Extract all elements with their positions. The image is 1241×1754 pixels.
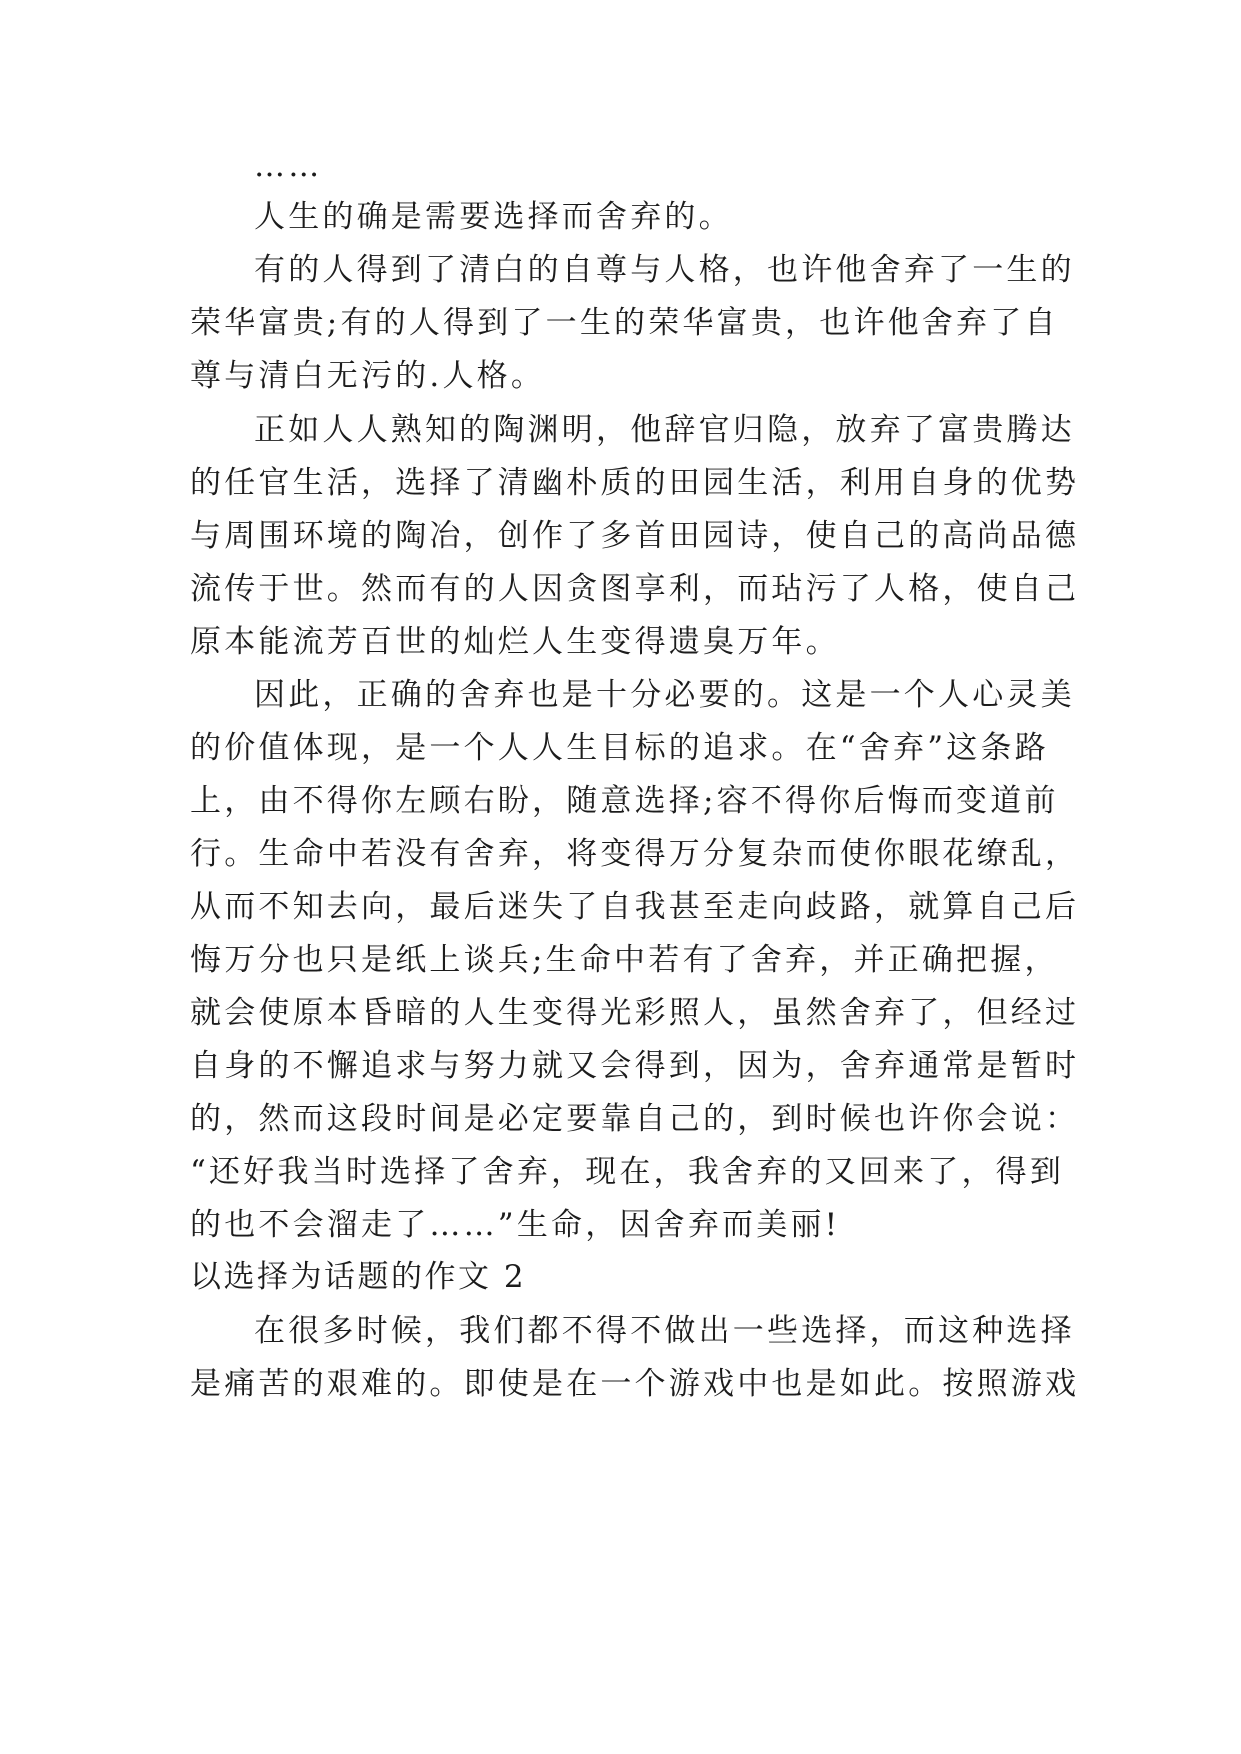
ellipsis-line: …… xyxy=(254,148,323,184)
paragraph-line: 从而不知去向，最后迷失了自我甚至走向歧路，就算自己后 xyxy=(190,889,1080,925)
paragraph-line: 行。生命中若没有舍弃，将变得万分复杂而使你眼花缭乱， xyxy=(190,836,1080,872)
paragraph-line: 就会使原本昏暗的人生变得光彩照人，虽然舍弃了，但经过 xyxy=(190,995,1080,1031)
section-heading: 以选择为话题的作文 2 xyxy=(190,1259,527,1295)
paragraph-line: 悔万分也只是纸上谈兵;生命中若有了舍弃，并正确把握， xyxy=(190,942,1059,978)
paragraph-line: 的，然而这段时间是必定要靠自己的，到时候也许你会说： xyxy=(190,1101,1080,1137)
paragraph-line: 原本能流芳百世的灿烂人生变得遗臭万年。 xyxy=(190,624,840,660)
paragraph-line: 有的人得到了清白的自尊与人格，也许他舍弃了一生的 xyxy=(254,252,1075,288)
paragraph-line: 上，由不得你左顾右盼，随意选择;容不得你后悔而变道前 xyxy=(190,783,1059,819)
paragraph-line: 在很多时候，我们都不得不做出一些选择，而这种选择 xyxy=(254,1313,1075,1349)
paragraph-line: 的价值体现，是一个人人生目标的追求。在“舍弃”这条路 xyxy=(190,730,1049,766)
paragraph-line: “还好我当时选择了舍弃，现在，我舍弃的又回来了，得到 xyxy=(190,1154,1065,1190)
paragraph-line: 流传于世。然而有的人因贪图享利，而玷污了人格，使自己 xyxy=(190,571,1080,607)
paragraph-line: 与周围环境的陶冶，创作了多首田园诗，使自己的高尚品德 xyxy=(190,518,1080,554)
paragraph-line: 的任官生活，选择了清幽朴质的田园生活，利用自身的优势 xyxy=(190,465,1080,501)
paragraph-line: 自身的不懈追求与努力就又会得到，因为，舍弃通常是暂时 xyxy=(190,1048,1080,1084)
paragraph-line: 是痛苦的艰难的。即使是在一个游戏中也是如此。按照游戏 xyxy=(190,1366,1080,1402)
paragraph-line: 正如人人熟知的陶渊明，他辞官归隐，放弃了富贵腾达 xyxy=(254,412,1075,448)
paragraph-line: 人生的确是需要选择而舍弃的。 xyxy=(254,199,733,235)
paragraph-line: 因此，正确的舍弃也是十分必要的。这是一个人心灵美 xyxy=(254,677,1075,713)
paragraph-line: 的也不会溜走了……”生命，因舍弃而美丽! xyxy=(190,1207,841,1243)
paragraph-line: 荣华富贵;有的人得到了一生的荣华富贵，也许他舍弃了自 xyxy=(190,305,1059,341)
paragraph-line: 尊与清白无污的.人格。 xyxy=(190,358,546,394)
